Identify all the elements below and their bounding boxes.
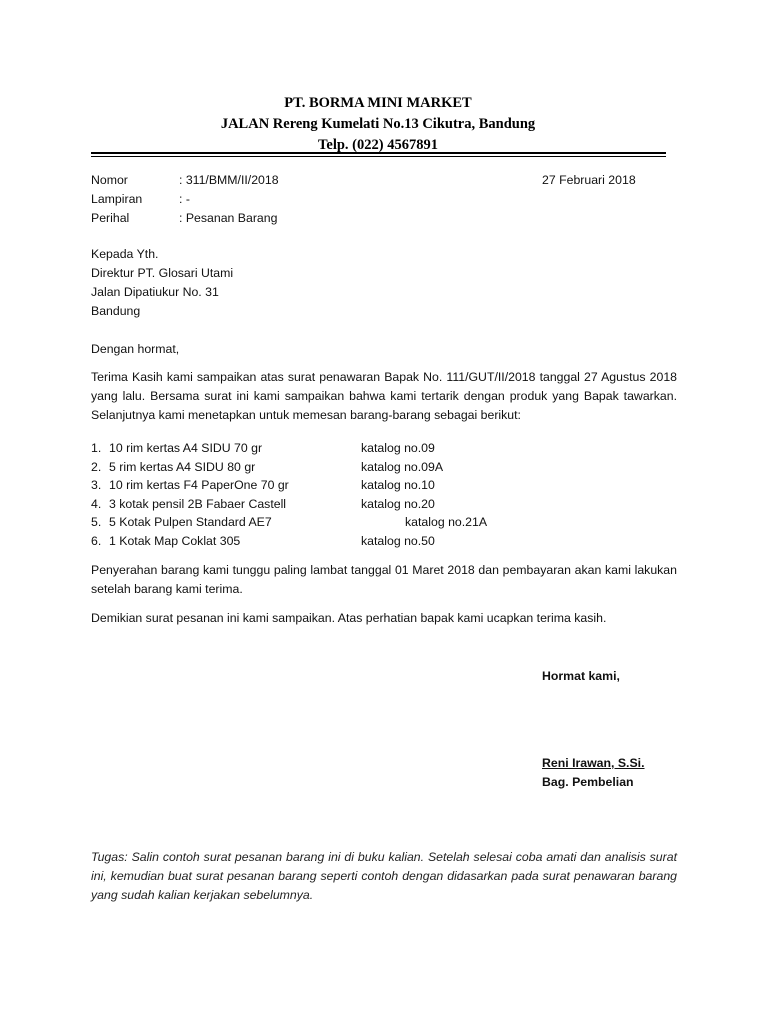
company-phone: Telp. (022) 4567891 [318,137,438,153]
meta-label: Perihal [91,211,130,225]
recipient-line: Jalan Dipatiukur No. 31 [91,285,219,299]
meta-value: : 311/BMM/II/2018 [179,173,279,187]
item-text: 10 rim kertas A4 SIDU 70 gr [109,441,263,455]
item-text: 1 Kotak Map Coklat 305 [109,533,241,548]
list-item [91,476,591,495]
meta-value: : - [179,192,190,206]
meta-label: Lampiran [91,192,143,206]
paragraph-intro: Terima Kasih kami sampaikan atas surat penawaran Bapak No. 111/GUT/II/2018 tanggal 27 Agustus 2018 yang lalu. Bersama surat ini kami sampaikan bahwa kami tertarik dengan produk yang Bapak tawarkan. Selanjutnya kami menetapkan untuk memesan barang-barang sebagai berikut: [91,370,677,422]
item-catalog: katalog no.10 [361,478,435,493]
letter-date: 27 Februari 2018 [542,173,636,187]
recipient-line: Direktur PT. Glosari Utami [91,266,234,280]
item-number: 3. [91,478,102,493]
signatory-name: Reni Irawan, S.Si. [542,756,645,770]
signatory-position: Bag. Pembelian [542,775,634,789]
item-text: 5 rim kertas A4 SIDU 80 gr [109,459,256,474]
meta-row-attachment [91,190,279,209]
item-catalog: katalog no.09A [361,459,444,474]
item-text: 5 Kotak Pulpen Standard AE7 [109,515,272,530]
paragraph-closing: Demikian surat pesanan ini kami sampaikan. Atas perhatian bapak kami ucapkan terima kasih. [91,611,607,625]
list-item [91,532,591,551]
item-text: 10 rim kertas F4 PaperOne 70 gr [109,478,289,493]
item-text: 3 kotak pensil 2B Fabaer Castell [109,496,287,511]
recipient-line: Bandung [91,304,141,318]
item-catalog: katalog no.09 [361,441,435,455]
closing-greeting: Hormat kami, [542,669,620,683]
company-address: JALAN Rereng Kumelati No.13 Cikutra, Bandung [220,116,536,132]
order-list [91,439,591,551]
list-item [91,458,591,477]
recipient-line: Kepada Yth. [91,247,159,261]
paragraph-delivery: Penyerahan barang kami tunggu paling lambat tanggal 01 Maret 2018 dan pembayaran akan kami lakukan setelah barang kami terima. [91,563,677,596]
meta-row-subject [91,209,279,228]
letter-meta [91,171,279,228]
item-number: 5. [91,515,102,530]
meta-label: Nomor [91,173,128,187]
list-item [91,495,591,514]
item-number: 1. [91,441,102,455]
letterhead-divider [91,152,666,157]
list-item [91,439,591,458]
item-number: 6. [91,533,102,548]
task-note: Tugas: Salin contoh surat pesanan barang ini di buku kalian. Setelah selesai coba amati dan analisis surat ini, kemudian buat surat pesanan barang seperti contoh dengan didasarkan pada surat penawaran barang yang sudah kalian kerjakan sebelumnya. [91,850,677,902]
item-number: 2. [91,459,102,474]
meta-row-number [91,171,279,190]
letterhead [90,93,666,156]
item-catalog: katalog no.50 [361,533,435,548]
salutation: Dengan hormat, [91,342,180,356]
meta-value: : Pesanan Barang [179,211,278,225]
recipient-address [91,245,233,321]
item-number: 4. [91,496,102,511]
item-catalog: katalog no.20 [361,496,435,511]
list-item [91,513,591,532]
item-catalog: katalog no.21A [405,515,488,530]
company-name: PT. BORMA MINI MARKET [284,95,472,111]
